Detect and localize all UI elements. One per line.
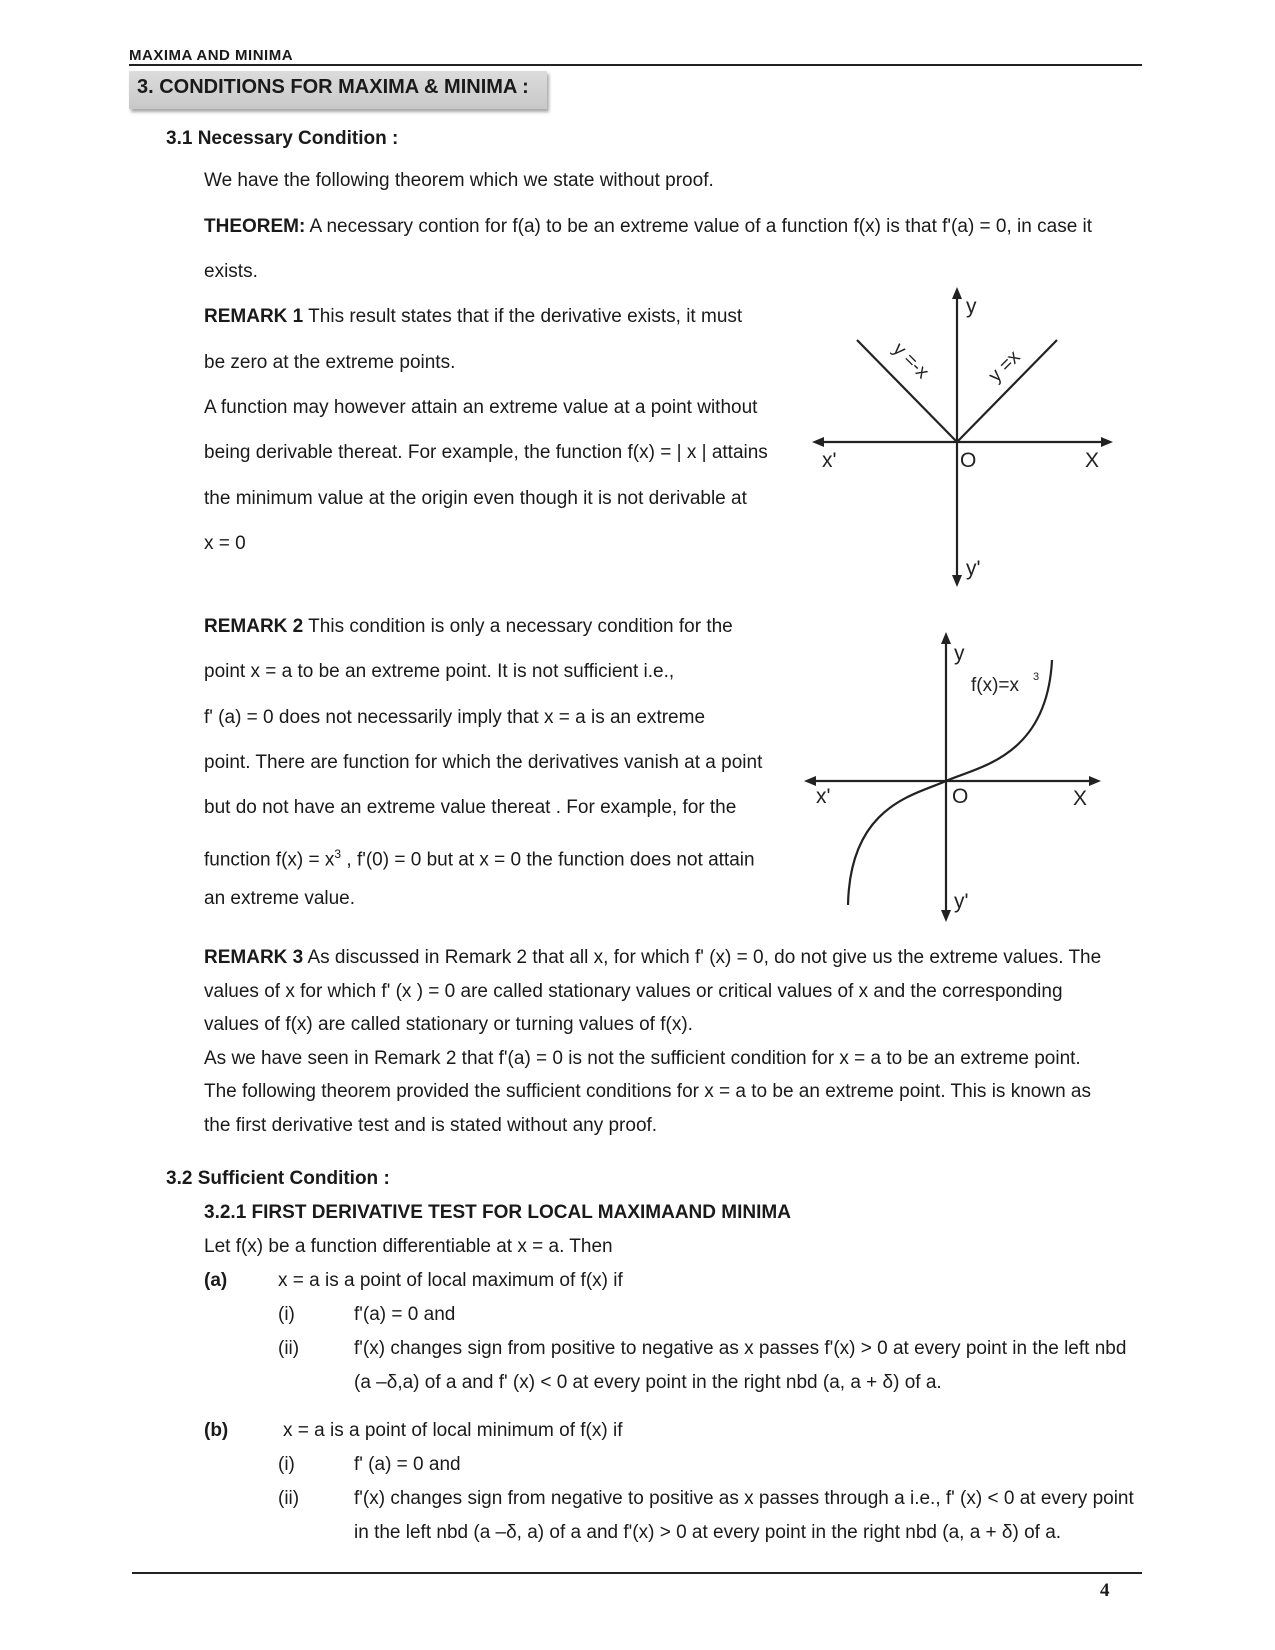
abs-y-arrow-up [952, 287, 962, 299]
remark3-label: REMARK 3 [204, 947, 304, 968]
cubic-func-label: f(x)=x [971, 675, 1020, 696]
theorem-text: A necessary contion for f(a) to be an extreme value of a function f(x) is that f'(a) = 0, in case it [305, 216, 1093, 237]
remark1-line-6: x = 0 [204, 533, 246, 554]
necessary-condition-heading: 3.1 Necessary Condition : [166, 128, 399, 149]
remark2-func-rest: , f'(0) = 0 but at x = 0 the function does not attain [341, 849, 755, 871]
abs-x-label: X [1085, 449, 1100, 472]
intro-text: We have the following theorem which we state without proof. [204, 170, 714, 191]
case-a-text: x = a is a point of local maximum of f(x) if [278, 1270, 623, 1291]
remark1-line-1 [204, 306, 742, 328]
remark2-line-6 [204, 843, 755, 871]
remark3-line-2: values of x for which f' (x ) = 0 are called stationary values or critical values of x and the corresponding [204, 981, 1063, 1002]
remark2-text: This condition is only a necessary condition for the [303, 616, 733, 637]
case-b-i-text: f' (a) = 0 and [354, 1454, 461, 1475]
abs-x-arrow-left [812, 437, 824, 447]
footer-rule [132, 1572, 1142, 1574]
header-rule [129, 64, 1142, 66]
remark1-line-3: A function may however attain an extreme value at a point without [204, 397, 758, 418]
page-number: 4 [1100, 1580, 1110, 1601]
case-a-i-label: (i) [278, 1304, 295, 1325]
remark2-line-3: f' (a) = 0 does not necessarily imply that x = a is an extreme [204, 707, 706, 728]
remark3-line-4: As we have seen in Remark 2 that f'(a) = 0 is not the sufficient condition for x = a to be an extreme point. [204, 1048, 1081, 1069]
cubic-y-arrow-up [941, 632, 951, 644]
cubic-curve [848, 660, 1052, 905]
remark2-line-7: an extreme value. [204, 888, 356, 909]
remark1-label: REMARK 1 [204, 306, 304, 327]
abs-x-arrow-right [1101, 437, 1113, 447]
remark2-line-4: point. There are function for which the derivatives vanish at a point [204, 752, 763, 773]
remark1-line-4: being derivable thereat. For example, the function f(x) = | x | attains [204, 442, 768, 463]
cubic-y-arrow-down [941, 910, 951, 922]
case-b-i-label: (i) [278, 1454, 295, 1475]
case-b-ii-line-2: in the left nbd (a –δ, a) of a and f'(x) > 0 at every point in the right nbd (a, a + δ) of a. [354, 1522, 1062, 1543]
theorem-line-2: exists. [204, 261, 258, 282]
remark2-func-text: function f(x) = x [204, 849, 335, 871]
remark3-line-6: the first derivative test and is stated without any proof. [204, 1115, 658, 1136]
remark2-func-exponent: 3 [334, 847, 342, 861]
first-derivative-test-heading: 3.2.1 FIRST DERIVATIVE TEST FOR LOCAL MAXIMAAND MINIMA [204, 1202, 791, 1223]
cubic-x-arrow-right [1089, 776, 1101, 786]
differentiable-intro: Let f(x) be a function differentiable at x = a. Then [204, 1236, 613, 1257]
remark1-text: This result states that if the derivative exists, it must [303, 306, 743, 327]
cubic-origin-label: O [952, 785, 969, 808]
abs-right-line-label: y =x [984, 346, 1025, 387]
case-b-label: (b) [204, 1420, 229, 1441]
cubic-func-exponent: 3 [1033, 671, 1040, 683]
case-b-text: x = a is a point of local minimum of f(x) if [283, 1420, 623, 1441]
theorem-line-1 [204, 216, 1092, 238]
case-a-ii-label: (ii) [278, 1338, 300, 1359]
abs-value-graph [800, 285, 1120, 595]
cubic-x-label: X [1073, 787, 1088, 810]
abs-origin-label: O [960, 449, 977, 472]
remark3-line-1 [204, 947, 1101, 969]
theorem-label: THEOREM: [204, 216, 306, 237]
running-header: MAXIMA AND MINIMA [129, 47, 294, 64]
abs-y-arrow-down [952, 575, 962, 587]
remark2-line-2: point x = a to be an extreme point. It is not sufficient i.e., [204, 661, 675, 682]
case-b-ii-label: (ii) [278, 1488, 300, 1509]
abs-y-label: y [966, 295, 977, 318]
cubic-x-arrow-left [804, 776, 816, 786]
abs-left-line-label: y =-x [888, 338, 933, 384]
section-title: 3. CONDITIONS FOR MAXIMA & MINIMA : [137, 76, 529, 98]
abs-y-prime-label: y' [966, 557, 981, 580]
sufficient-condition-heading: 3.2 Sufficient Condition : [166, 1168, 390, 1189]
remark3-text: As discussed in Remark 2 that all x, for which f' (x) = 0, do not give us the extreme values. The [303, 947, 1102, 968]
case-a-i-text: f'(a) = 0 and [354, 1304, 456, 1325]
remark3-line-3: values of f(x) are called stationary or turning values of f(x). [204, 1014, 693, 1035]
remark1-line-2: be zero at the extreme points. [204, 352, 456, 373]
cubic-y-label: y [954, 642, 965, 665]
cubic-x-prime-label: x' [816, 785, 831, 808]
remark2-line-1 [204, 616, 733, 638]
case-a-ii-line-1: f'(x) changes sign from positive to negative as x passes f'(x) > 0 at every point in the left nbd [354, 1338, 1127, 1359]
remark2-label: REMARK 2 [204, 616, 304, 637]
cubic-graph [800, 630, 1120, 930]
abs-x-prime-label: x' [822, 449, 837, 472]
cubic-y-prime-label: y' [954, 890, 969, 913]
case-b-ii-line-1: f'(x) changes sign from negative to positive as x passes through a i.e., f' (x) < 0 at every point [354, 1488, 1134, 1509]
remark3-line-5: The following theorem provided the sufficient conditions for x = a to be an extreme point. This is known as [204, 1081, 1091, 1102]
case-a-ii-line-2: (a –δ,a) of a and f' (x) < 0 at every point in the right nbd (a, a + δ) of a. [354, 1372, 942, 1393]
remark2-line-5: but do not have an extreme value thereat . For example, for the [204, 797, 737, 818]
remark1-line-5: the minimum value at the origin even though it is not derivable at [204, 488, 747, 509]
case-a-label: (a) [204, 1270, 228, 1291]
